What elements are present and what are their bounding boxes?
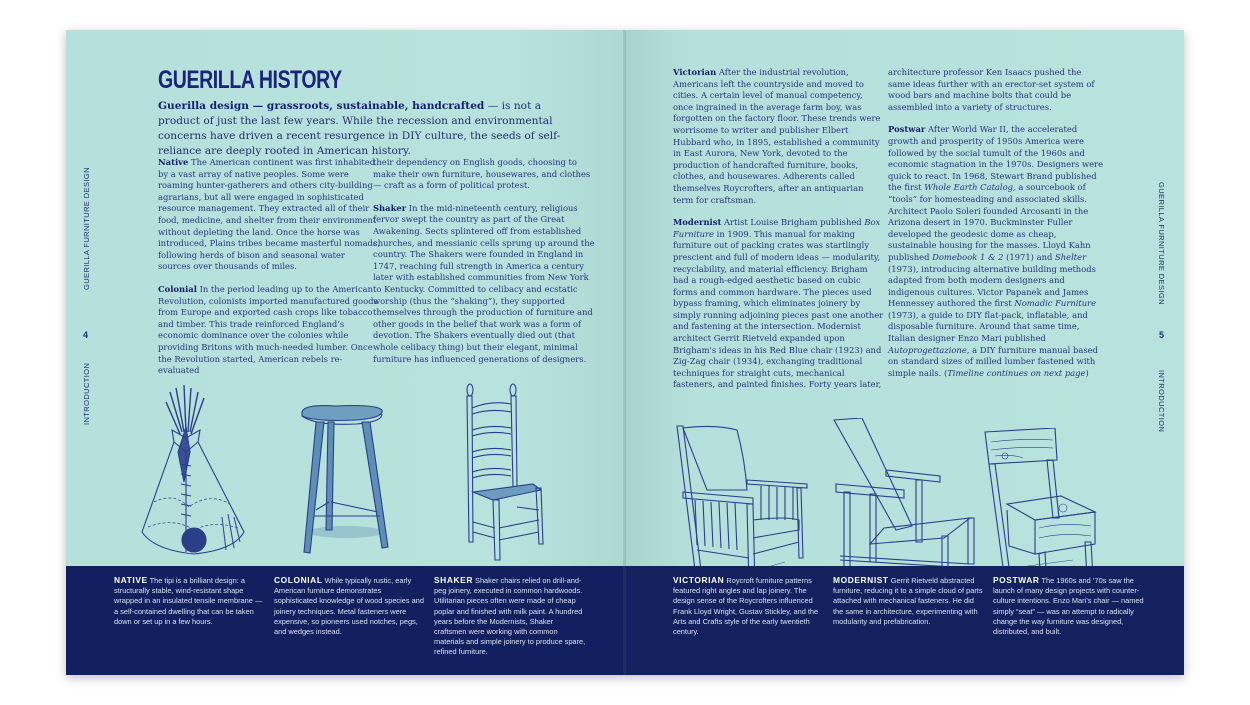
section-body: (1971) and bbox=[1003, 251, 1056, 262]
section-body: Artist Louise Brigham published bbox=[721, 217, 865, 228]
book-title: Shelter bbox=[1055, 251, 1087, 262]
section-head: Postwar bbox=[888, 124, 926, 135]
caption-head: COLONIAL bbox=[274, 575, 323, 585]
lede-rest: — is not a product of just the last few years. While the recession and environmental concerns have driven a recent resurgence in DIY culture, the seeds of self-reliance are deeply rooted in American history. bbox=[158, 100, 561, 157]
book-title: Box Furniture bbox=[673, 217, 881, 239]
caption-body: The 1960s and ’70s saw the launch of many design projects with counter-culture intentions. Enzo Mari’s chair — named simply “seat” — was an attempt to radically change the way furniture was designed, distributed, and built. bbox=[993, 576, 1144, 637]
running-head-right: GUERILLA FURNITURE DESIGN bbox=[1157, 182, 1166, 305]
left-page bbox=[66, 30, 625, 675]
caption-native bbox=[114, 575, 266, 627]
section-shaker bbox=[373, 203, 595, 365]
book-title: Nomadic Furniture bbox=[1014, 298, 1097, 309]
caption-body: Gerrit Rietveld abstracted furniture, reducing it to a simple cloud of parts attached with mechanical fasteners. He did the same in architecture, experimenting with modularity and prefabrication. bbox=[833, 576, 983, 626]
ladderback-chair-illustration bbox=[461, 382, 556, 562]
caption-body: While typically rustic, early American furniture demonstrates sophisticated knowledge of wood species and joinery techniques. Metal fasteners were expensive, so pioneers used notches, pegs, and wedges instead. bbox=[274, 576, 424, 637]
right-page bbox=[625, 30, 1184, 675]
section-body: After World War II, the accelerated growth and prosperity of 1950s America were followed by the social tumult of the 1960s and economic stagnation in the 1970s. Designers were quick to react. In 1968, Stewart Brand published the first bbox=[888, 124, 1104, 193]
section-body: their dependency on English goods, choosing to make their own furniture, housewares, and clothes — craft as a form of political protest. bbox=[373, 157, 591, 191]
lede-paragraph bbox=[158, 99, 583, 159]
page-number-left: 4 bbox=[83, 330, 89, 340]
page-number-right: 5 bbox=[1159, 330, 1165, 340]
caption-postwar bbox=[993, 575, 1145, 637]
book-title: Whole Earth Catalog bbox=[924, 182, 1014, 193]
section-head: Modernist bbox=[673, 217, 722, 228]
continuation-note: Timeline continues on next page bbox=[947, 367, 1086, 378]
section-postwar bbox=[888, 124, 1106, 379]
section-body: ) bbox=[1085, 367, 1089, 378]
caption-head: MODERNIST bbox=[833, 575, 889, 585]
text-column-1 bbox=[158, 157, 380, 388]
caption-head: SHAKER bbox=[434, 575, 473, 585]
section-body: The American continent was first inhabited by a vast array of native peoples. Some were roaming hunter-gatherers and others city-building agrarians, but all were engaged in sophisticated resource management. They extracted all of their food, medicine, and shelter from their environment without depleting the land. Once the horse was introduced, Plains tribes became masterful nomads, following herds of bison and seasonal water sources over thousands of miles. bbox=[158, 157, 380, 272]
text-column-3 bbox=[673, 67, 885, 402]
caption-victorian bbox=[673, 575, 825, 637]
caption-modernist bbox=[833, 575, 985, 627]
section-head: Victorian bbox=[673, 67, 717, 77]
text-column-2 bbox=[373, 157, 595, 376]
section-body: in 1909. This manual for making furniture out of packing crates was startlingly prescient and full of modern ideas — modularity, recyclability, and material efficiency. Brigham had a rough-edged aesthetic based on cubic forms and common hardware. The pieces used bypass framing, which eliminates joinery by simply running adjoining pieces past one another and fastening at the intersection. Modernist architect Gerrit Rietveld expanded upon Brigham's ideas in his Red Blue chair (1923) and Zig-Zag chair (1934), exchanging traditional techniques for straight cuts, mechanical fasteners, and painted finishes. Forty years later, bbox=[673, 228, 884, 390]
red-blue-chair-illustration bbox=[830, 418, 980, 588]
section-body: , a sourcebook of “tools” for homesteading and associated skills. Architect Paolo Soleri founded Arcosanti in the Arizona desert in 1970. Buckminster Fuller developed the geodesic dome as cheap, sustainable housing for the masses. Lloyd Kahn published bbox=[888, 182, 1091, 262]
section-colonial bbox=[158, 284, 380, 377]
section-body: (1973), introducing alternative building methods adapted from both modern designers and indigenous cultures. Victor Papanek and James Hennessey authored the first bbox=[888, 263, 1096, 309]
section-body: After the industrial revolution, Americans left the countryside and moved to cities. A certain level of manual competency, once ingrained in the average farm boy, was forgotten on the factory floor. These trends were worrisome to writer and publisher Elbert Hubbard who, in 1895, established a community in East Aurora, New York, devoted to the production of handcrafted furniture, books, clothes, and housewares. Adherents called themselves Roycrofters, after an antiquarian term for craftsman. bbox=[673, 67, 881, 205]
caption-head: POSTWAR bbox=[993, 575, 1040, 585]
book-gutter bbox=[623, 30, 626, 675]
section-colonial-cont bbox=[373, 157, 595, 192]
running-head-left: GUERILLA FURNITURE DESIGN bbox=[82, 167, 91, 290]
text-column-4 bbox=[888, 67, 1106, 390]
section-label-left: INTRODUCTION bbox=[82, 362, 91, 425]
caption-head: VICTORIAN bbox=[673, 575, 725, 585]
book-title: Autoprogettazione bbox=[888, 344, 967, 355]
section-body: In the mid-nineteenth century, religious fervor swept the country as part of the Great Awakening. Sects splintered off from established churches, and messianic cells sprung up around the country. The Shakers were founded in England in 1747, reaching full strength in America a century later with established communities from New York to Kentucky. Committed to celibacy and ecstatic worship (thus the “shaking”), they supported themselves through the production of furniture and other goods in the belief that work was a form of devotion. The Shakers eventually died out (that whole celibacy thing) but their elegant, minimal furniture has influenced generations of designers. bbox=[373, 202, 595, 364]
caption-head: NATIVE bbox=[114, 575, 148, 585]
morris-chair-illustration bbox=[675, 420, 820, 590]
section-native bbox=[158, 157, 380, 273]
section-head: Colonial bbox=[158, 283, 197, 294]
section-modernist bbox=[673, 217, 885, 391]
section-body: architecture professor Ken Isaacs pushed the same ideas further with an erector-set system of wood bars and machine bolts that could be assembled into a variety of structures. bbox=[888, 67, 1095, 112]
section-label-right: INTRODUCTION bbox=[1157, 370, 1166, 433]
section-head: Native bbox=[158, 157, 189, 167]
caption-shaker bbox=[434, 575, 586, 658]
caption-colonial bbox=[274, 575, 426, 637]
section-body: In the period leading up to the American Revolution, colonists imported manufactured goods from Europe and exported cash crops like tobacco and timber. This trade reinforced England’s economic dominance over the colonies while providing Britons with much-needed lumber. Once the Revolution started, American rebels re-evaluated bbox=[158, 283, 378, 376]
section-victorian bbox=[673, 67, 885, 206]
caption-body: Shaker chairs relied on drill-and-peg joinery, executed in common hardwoods. Utilitarian pieces often were made of cheap poplar and finished with milk paint. A hundred years before the Modernists, Shaker craftsmen were working with common materials and simple joinery to produce spare, refined furniture. bbox=[434, 576, 586, 657]
tipi-illustration bbox=[134, 382, 254, 562]
book-spread bbox=[66, 30, 1184, 675]
book-title: Domebook 1 & 2 bbox=[932, 251, 1004, 262]
caption-body: Roycroft furniture patterns featured right angles and lap joinery. The design sense of the Roycrofters influenced Frank Lloyd Wright, Gustav Stickley, and the Arts and Crafts style of the early twentieth century. bbox=[673, 576, 819, 637]
page-title: GUERILLA HISTORY bbox=[158, 66, 342, 94]
caption-body: The tipi is a brilliant design: a structurally stable, wind-resistant shape wrapped in an insulated tensile membrane — a self-contained dwelling that can be taken down or set up in a few hours. bbox=[114, 576, 263, 626]
section-body: (1973), a guide to DIY flat-pack, inflatable, and disposable furniture. Around that same time, Italian designer Enzo Mari published bbox=[888, 309, 1088, 344]
sedia-chair-illustration bbox=[983, 428, 1108, 588]
stool-illustration bbox=[296, 402, 396, 567]
section-modernist-cont bbox=[888, 67, 1106, 113]
lede-bold: Guerilla design — grassroots, sustainable, handcrafted bbox=[158, 100, 485, 112]
section-head: Shaker bbox=[373, 202, 407, 213]
section-body: , a DIY furniture manual based on standard sizes of milled lumber fastened with simple nails. ( bbox=[888, 344, 1098, 378]
